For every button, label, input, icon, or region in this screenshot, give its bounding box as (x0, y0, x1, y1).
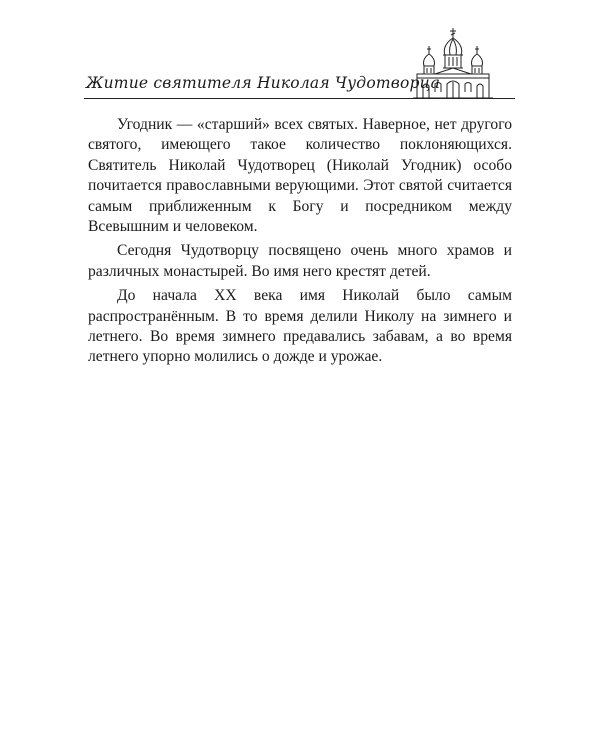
paragraph: Сегодня Чудотворцу посвящено очень много храмов и различных монастырей. Во имя него крестят детей. (88, 242, 512, 280)
running-title: Житие святителя Николая Чудотворца (86, 74, 441, 92)
paragraph: До начала XX века имя Николай было самым распространённым. В то время делили Николу на зимнего и летнего. Во время зимнего предавались забавам, а во время летнего упорно молились о дожде и урожае. (88, 287, 512, 366)
body-text (88, 115, 512, 372)
header-rule (84, 98, 515, 99)
paragraph: Угодник — «старший» всех святых. Наверное, нет другого святого, имеющего такое количество поклоняющихся. Святитель Николай Чудотворец (Николай Угодник) особо почитается православными верующими. Этот святой считается самым приближенным к Богу и посредником между Всевышним и человеком. (88, 116, 512, 236)
cathedral-icon (405, 26, 501, 99)
